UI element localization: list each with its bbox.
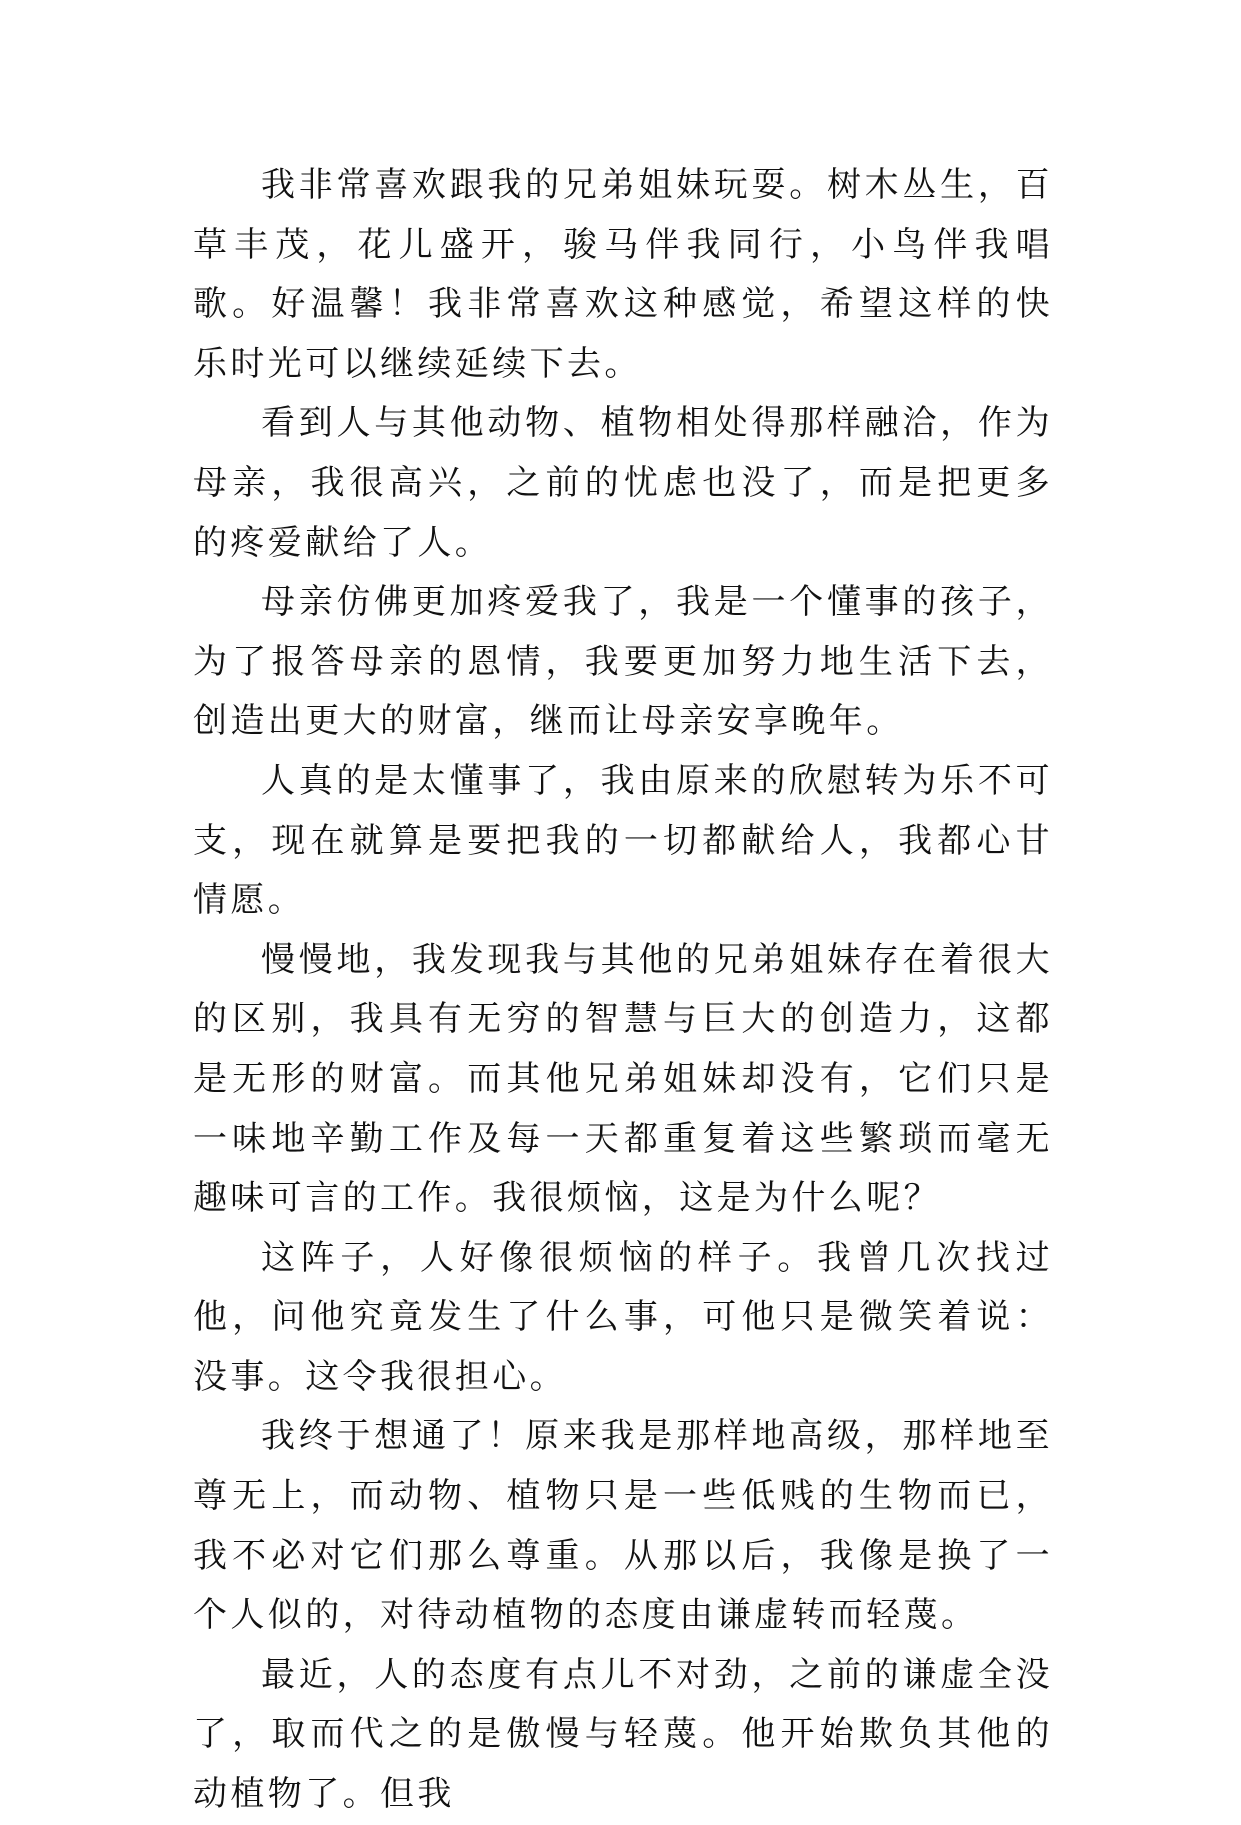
document-body (193, 156, 1053, 1825)
paragraph-7: 我终于想通了！原来我是那样地高级，那样地至尊无上，而动物、植物只是一些低贱的生物而已，我不必对它们那么尊重。从那以后，我像是换了一个人似的，对待动植物的态度由谦虚转而轻蔑。 (193, 1416, 1053, 1636)
paragraph-8: 最近，人的态度有点儿不对劲，之前的谦虚全没了，取而代之的是傲慢与轻蔑。他开始欺负其他的动植物了。但我 (193, 1654, 1053, 1815)
paragraph-5: 慢慢地，我发现我与其他的兄弟姐妹存在着很大的区别，我具有无穷的智慧与巨大的创造力，这都是无形的财富。而其他兄弟姐妹却没有，它们只是一味地辛勤工作及每一天都重复着这些繁琐而毫无趣味可言的工作。我很烦恼，这是为什么呢？ (193, 939, 1053, 1219)
paragraph-6: 这阵子，人好像很烦恼的样子。我曾几次找过他，问他究竟发生了什么事，可他只是微笑着说：没事。这令我很担心。 (193, 1237, 1053, 1397)
paragraph-1: 我非常喜欢跟我的兄弟姐妹玩耍。树木丛生，百草丰茂，花儿盛开，骏马伴我同行，小鸟伴我唱歌。好温馨！我非常喜欢这种感觉，希望这样的快乐时光可以继续延续下去。 (193, 165, 1053, 384)
paragraph-3: 母亲仿佛更加疼爱我了，我是一个懂事的孩子，为了报答母亲的恩情，我要更加努力地生活下去，创造出更大的财富，继而让母亲安享晚年。 (193, 582, 1053, 742)
paragraph-2: 看到人与其他动物、植物相处得那样融洽，作为母亲，我很高兴，之前的忧虑也没了，而是把更多的疼爱献给了人。 (193, 403, 1053, 563)
paragraph-4: 人真的是太懂事了，我由原来的欣慰转为乐不可支，现在就算是要把我的一切都献给人，我都心甘情愿。 (193, 760, 1053, 921)
